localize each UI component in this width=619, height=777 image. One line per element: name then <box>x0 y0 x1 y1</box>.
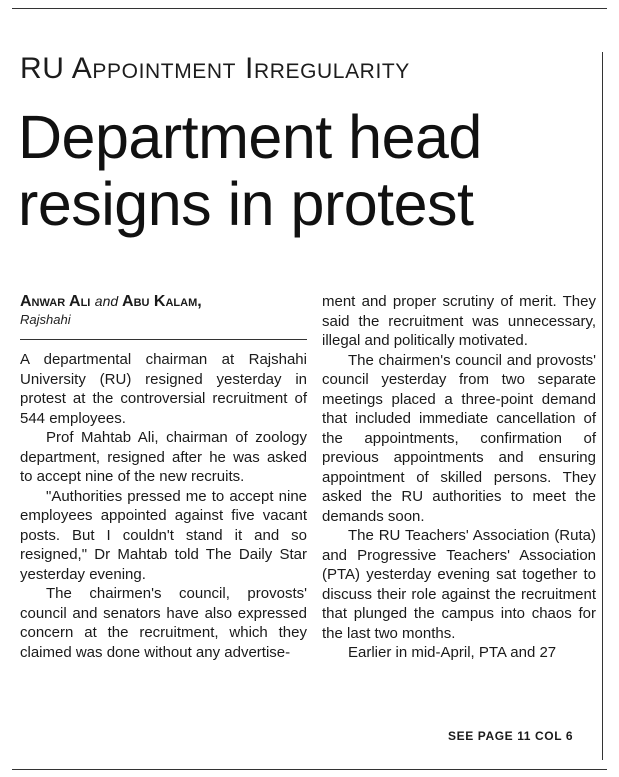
paragraph: The chairmen's council, provosts' council and senators have also expressed concern at the recruitment, which they claimed was done without any advertise- <box>20 585 307 661</box>
paragraph: The chairmen's council and provosts' council yesterday from two separate meetings placed a three-point demand that included immediate cancellation of the appointments, confirmation of previous appointments and ensuring appointment of skilled persons. They asked the RU authorities to meet the demands soon. <box>322 351 596 525</box>
kicker: RU Appointment Irregularity <box>20 52 410 85</box>
dateline: Rajshahi <box>20 312 71 327</box>
column-rule-right <box>602 52 603 760</box>
paragraph: Prof Mahtab Ali, chairman of zoology department, resigned after he was asked to accept nine of the new recruits. <box>20 429 307 485</box>
byline-rule <box>20 339 307 340</box>
headline: Department head resigns in protest <box>18 103 482 238</box>
byline <box>20 291 202 312</box>
paragraph: "Authorities pressed me to accept nine employees appointed against five vacant posts. But I couldn't stand it and so resigned," Dr Mahtab told The Daily Star yesterday evening. <box>20 487 307 583</box>
paragraph: The RU Teachers' Association (Ruta) and Progressive Teachers' Association (PTA) yesterday evening sat together to discuss their role against the recruitment that plunged the campus into chaos for the last two months. <box>322 527 596 642</box>
body-column-1 <box>20 350 307 662</box>
paragraph: ment and proper scrutiny of merit. They said the recruitment was unnecessary, illegal and politically motivated. <box>322 293 596 349</box>
body-column-2 <box>322 292 596 663</box>
byline-conjunction: and <box>94 293 119 309</box>
continuation-jump-line: SEE PAGE 11 COL 6 <box>448 729 574 743</box>
top-rule <box>12 8 607 9</box>
bottom-rule <box>12 769 607 770</box>
author-1: Anwar Ali <box>20 293 91 310</box>
author-2: Abu Kalam, <box>122 293 202 310</box>
paragraph: A departmental chairman at Rajshahi University (RU) resigned yesterday in protest at the controversial recruitment of 544 employees. <box>20 351 307 427</box>
paragraph: Earlier in mid-April, PTA and 27 <box>348 644 557 661</box>
